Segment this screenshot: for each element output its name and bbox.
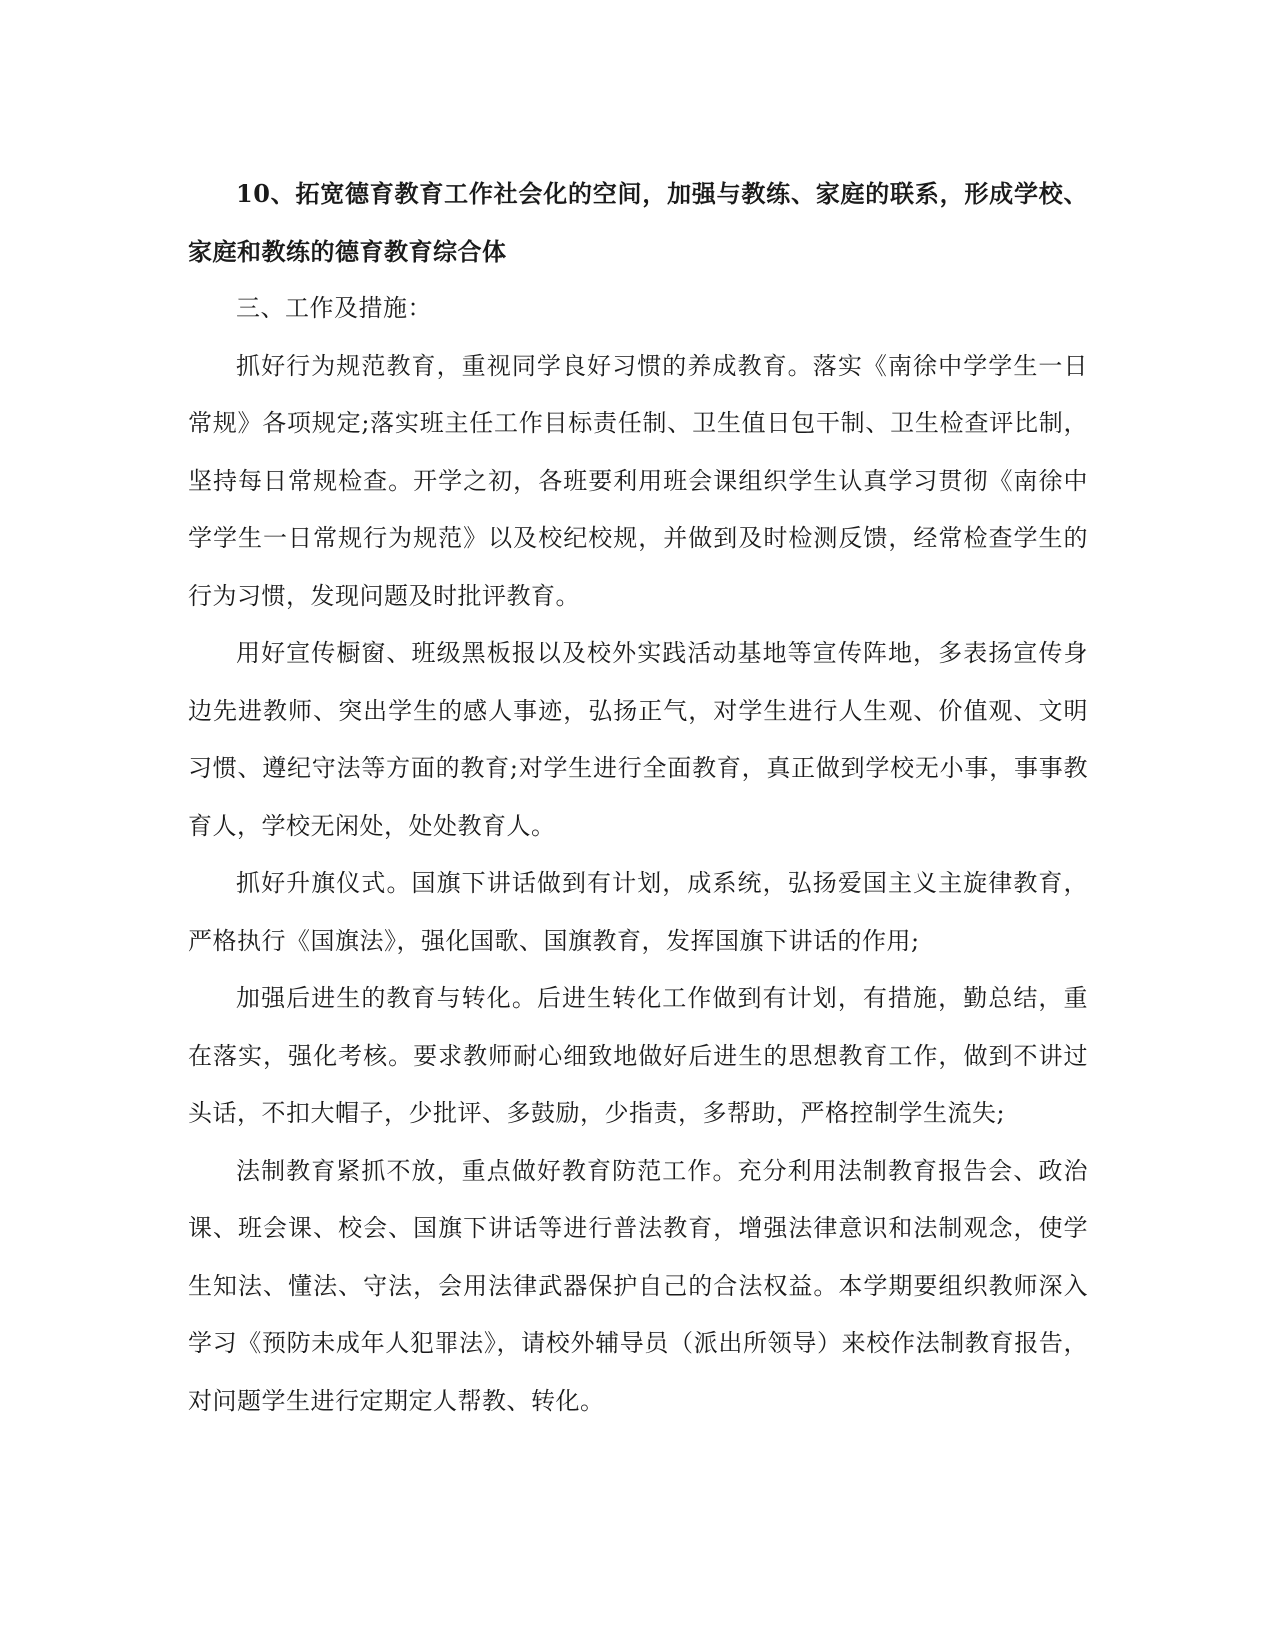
section-heading-measures: 三、工作及措施： (236, 294, 432, 322)
paragraph-behavior-norms: 抓好行为规范教育，重视同学良好习惯的养成教育。落实《南徐中学学生一日常规》各项规定;落实班主任工作目标责任制、卫生值日包干制、卫生检查评比制，坚持每日常规检查。开学之初，各班要利用班会课组织学生认真学习贯彻《南徐中学学生一日常规行为规范》以及校纪校规，并做到及时检测反馈，经常检查学生的行为习惯，发现问题及时批评教育。 (188, 351, 1088, 610)
paragraph-underachievers: 加强后进生的教育与转化。后进生转化工作做到有计划，有措施，勤总结，重在落实，强化考核。要求教师耐心细致地做好后进生的思想教育工作，做到不讲过头话，不扣大帽子，少批评、多鼓励，少指责，多帮助，严格控制学生流失; (188, 984, 1088, 1127)
paragraph-legal-education: 法制教育紧抓不放，重点做好教育防范工作。充分利用法制教育报告会、政治课、班会课、校会、国旗下讲话等进行普法教育，增强法律意识和法制观念，使学生知法、懂法、守法，会用法律武器保护自己的合法权益。本学期要组织教师深入学习《预防未成年人犯罪法》，请校外辅导员（派出所领导）来校作法制教育报告，对问题学生进行定期定人帮教、转化。 (188, 1156, 1088, 1415)
section-heading-10: 10、拓宽德育教育工作社会化的空间，加强与教练、家庭的联系，形成学校、家庭和教练的德育教育综合体 (188, 179, 1088, 266)
document-body (188, 165, 1088, 1430)
paragraph-publicity: 用好宣传橱窗、班级黑板报以及校外实践活动基地等宣传阵地，多表扬宣传身边先进教师、突出学生的感人事迹，弘扬正气，对学生进行人生观、价值观、文明习惯、遵纪守法等方面的教育;对学生进行全面教育，真正做到学校无小事，事事教育人，学校无闲处，处处教育人。 (188, 639, 1088, 840)
paragraph-flag-ceremony: 抓好升旗仪式。国旗下讲话做到有计划，成系统，弘扬爱国主义主旋律教育，严格执行《国旗法》，强化国歌、国旗教育，发挥国旗下讲话的作用; (188, 869, 1088, 955)
